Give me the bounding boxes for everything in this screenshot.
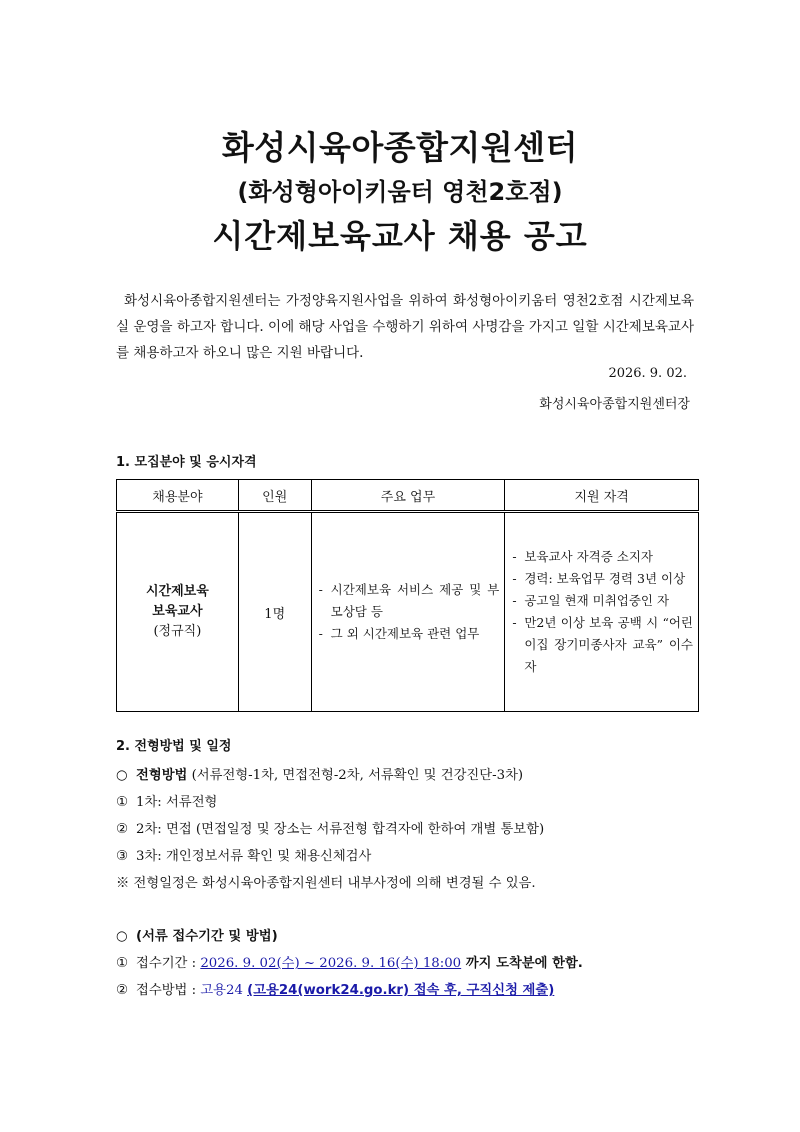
method-value-link[interactable]: (고용24(work24.go.kr) 접속 후, 구직신청 제출) [247, 983, 555, 998]
employment-type: (정규직) [153, 624, 202, 639]
cell-duties [311, 512, 505, 712]
application-period [116, 952, 583, 971]
list-item: - 시간제보육 서비스 제공 및 부모상담 등 [319, 579, 500, 623]
cell-count: 1명 [238, 512, 311, 712]
field-name-line1: 시간제보육 [145, 584, 209, 599]
step-3 [116, 845, 371, 864]
field-name-line2: 보육교사 [152, 604, 203, 619]
title-branch: (화성형아이키움터 영천2호점) [237, 178, 563, 206]
qualifications-list [506, 546, 697, 678]
schedule-note: ※ 전형일정은 화성시육아종합지원센터 내부사정에 의해 변경될 수 있음. [116, 876, 536, 891]
table-row [117, 512, 699, 712]
step-text: 2차: 면접 (면접일정 및 장소는 서류전형 합격자에 한하여 개별 통보함) [136, 822, 545, 837]
title-organization: 화성시육아종합지원센터 [221, 128, 579, 167]
list-item: - 경력: 보육업무 경력 3년 이상 [512, 568, 693, 590]
period-label: 접수기간 : [136, 956, 201, 971]
recruitment-table [116, 479, 699, 712]
cell-qualifications [505, 512, 699, 712]
list-item: - 공고일 현재 미취업중인 자 [512, 590, 693, 612]
list-item: - 만2년 이상 보육 공백 시 “어린이집 장기미종사자 교육” 이수자 [512, 612, 693, 678]
step-number-icon: ③ [116, 849, 128, 864]
organization-signature: 화성시육아종합지원센터장 [539, 397, 690, 412]
section1-title: 1. 모집분야 및 응시자격 [116, 455, 257, 470]
header-field: 채용분야 [117, 480, 239, 512]
step-text: 3차: 개인정보서류 확인 및 채용신체검사 [136, 849, 372, 864]
step-number-icon: ① [116, 795, 128, 810]
step-text: 1차: 서류전형 [136, 795, 218, 810]
application-title-text: (서류 접수기간 및 방법) [136, 929, 278, 944]
circle-bullet-icon: ○ [116, 768, 128, 783]
method-detail: (서류전형-1차, 면접전형-2차, 서류확인 및 건강진단-3차) [187, 768, 524, 783]
method-value-plain: 고용24 [200, 983, 243, 998]
step-number-icon: ② [116, 822, 128, 837]
intro-paragraph: 화성시육아종합지원센터는 가정양육지원사업을 위하여 화성형아이키움터 영천2호점 시간제보육실 운영을 하고자 합니다. 이에 해당 사업을 수행하기 위하여 사명감을 가지고 일할 시간제보육교사를 채용하고자 하오니 많은 지원 바랍니다. [116, 293, 694, 361]
announcement-date: 2026. 9. 02. [608, 366, 687, 381]
period-suffix: 까지 도착분에 한함. [461, 956, 583, 971]
title-announcement: 시간제보육교사 채용 공고 [212, 217, 588, 255]
header-duties: 주요 업무 [311, 480, 505, 512]
table-header-row [117, 480, 699, 512]
duties-list [313, 579, 504, 645]
step-2 [116, 818, 544, 837]
period-value: 2026. 9. 02(수) ~ 2026. 9. 16(수) 18:00 [200, 956, 462, 971]
method-line [116, 764, 523, 783]
application-method [116, 979, 554, 998]
title-block [0, 124, 800, 260]
header-count: 인원 [238, 480, 311, 512]
cell-field [117, 512, 239, 712]
header-qualifications: 지원 자격 [505, 480, 699, 512]
method-label: 전형방법 [136, 768, 188, 783]
step-number-icon: ① [116, 956, 128, 971]
section2-title: 2. 전형방법 및 일정 [116, 739, 232, 754]
list-item: - 보육교사 자격증 소지자 [512, 546, 693, 568]
step-number-icon: ② [116, 983, 128, 998]
circle-bullet-icon: ○ [116, 929, 128, 944]
list-item: - 그 외 시간제보육 관련 업무 [319, 623, 500, 645]
application-title [116, 925, 278, 944]
step-1 [116, 791, 217, 810]
method-label: 접수방법 : [136, 983, 201, 998]
